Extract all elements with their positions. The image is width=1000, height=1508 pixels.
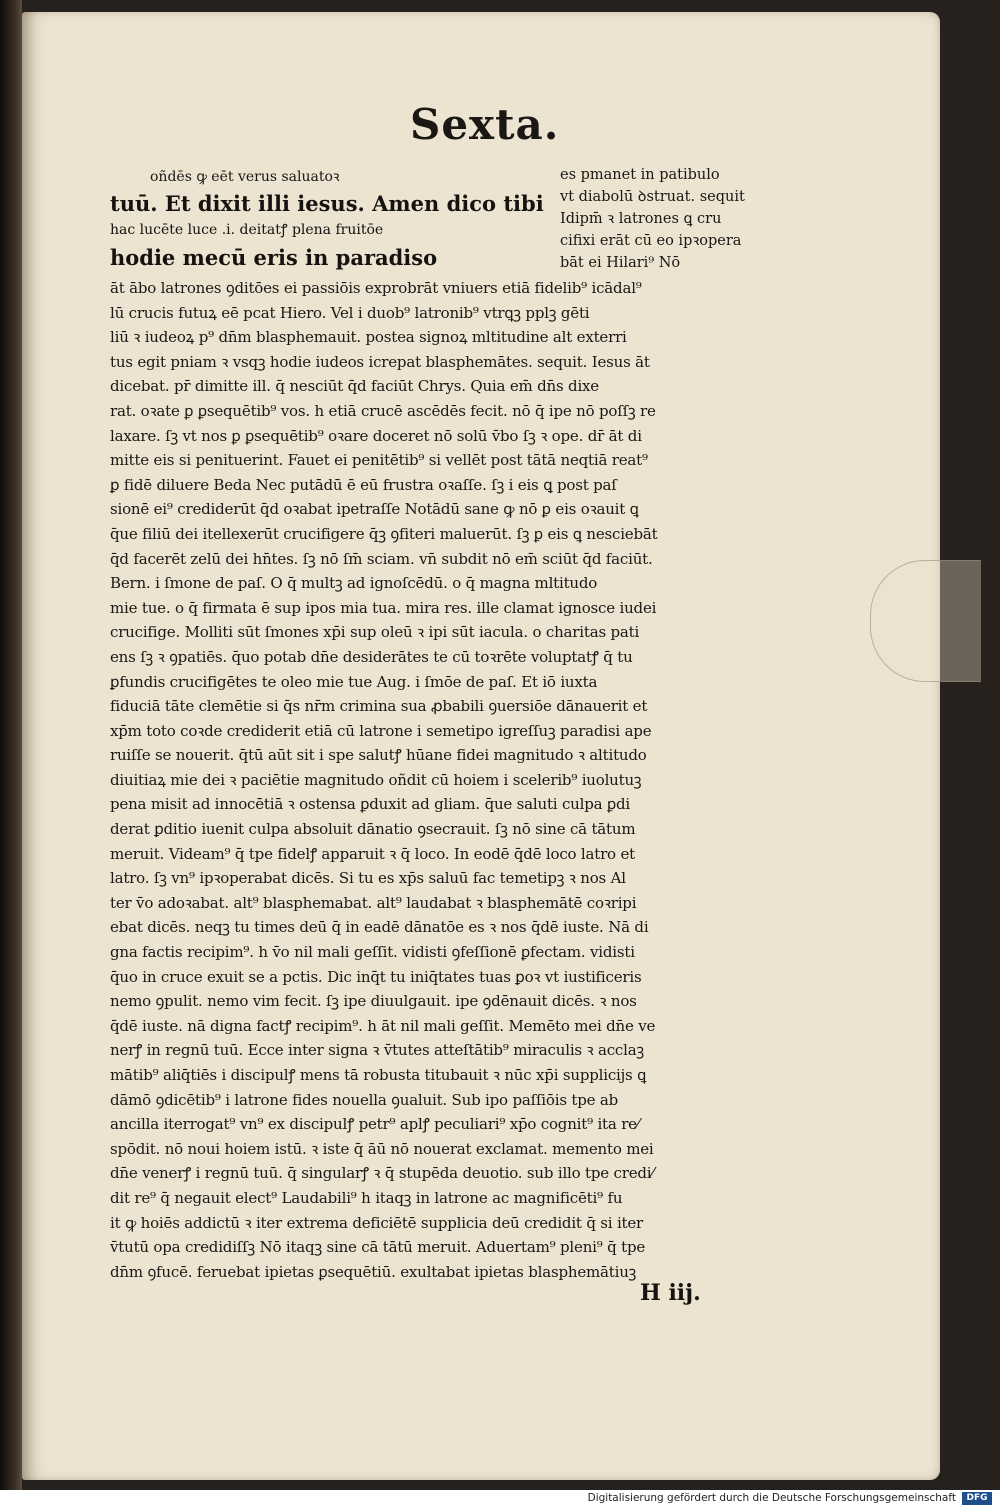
body-line: dn̄m ꝯfucē. feruebat ipietas ꝑsequētiū. exultabat ipietas blasphemātiuꝫ — [110, 1262, 637, 1281]
body-line: xp̄m toto coꝛde crediderit etiā cū latrone i semetipo igreſſuꝫ paradisi ape — [110, 721, 652, 740]
body-line: v̄tutū opa credidiſſꝫ Nō itaqꝫ sine cā tātū meruit. Aduertam⁹ pleni⁹ q̄ tpe — [110, 1238, 646, 1257]
body-line: fiduciā tāte clemētie si q̄s nr̄m crimina sua ꝓbabili ꝯuersiōe dānauerit et — [110, 697, 648, 716]
body-line: tus egit pniam ꝛ vsqꝫ hodie iudeos icrepat blasphemātes. sequit. Iesus āt — [110, 352, 650, 371]
lead-sub-gloss: hac lucēte luce .i. deitatꝭ plena fruitōe — [110, 222, 384, 238]
body-line: derat ꝑditio iuenit culpa absoluit dānatio ꝯsecrauit. ſꝫ nō sine cā tātum — [110, 820, 636, 839]
footer-credit: Digitalisierung gefördert durch die Deutsche Forschungsgemeinschaft — [587, 1492, 956, 1504]
signature-mark: H iij. — [640, 1280, 701, 1306]
body-line: it ꝙ hoiēs addictū ꝛ iter extrema deficiētē supplicia deū credidit q̄ si iter — [110, 1213, 644, 1232]
side-column — [560, 164, 795, 274]
body-line: liū ꝛ iudeoꝝ p⁹ dn̄m blasphemauit. postea signoꝝ mltitudine alt exterri — [110, 328, 627, 347]
body-line: ebat dicēs. neqꝫ tu times deū q̄ in eadē dānatōe es ꝛ nos q̄dē iuste. Nā di — [110, 918, 649, 937]
body-line: q̄dē iuste. nā digna factꝭ recipim⁹. h āt nil mali geſſit. Memēto mei dn̄e ve — [110, 1016, 656, 1035]
body-line: ens ſꝫ ꝛ ꝯpatiēs. q̄uo potab dn̄e desiderātes te cū toꝛrēte voluptatꝭ q̄ tu — [110, 647, 633, 666]
body-line: dāmō ꝯdicētib⁹ i latrone fides nouella ꝯualuit. Sub ipo paſſiōis tpe ab — [110, 1090, 619, 1109]
body-line: laxare. ſꝫ vt nos ꝑ ꝑsequētib⁹ oꝛare doceret nō solū v̄bo ſꝫ ꝛ ope. dr̄ āt di — [110, 426, 642, 445]
body-line: nerꝭ in regnū tuū. Ecce inter signa ꝛ v̄tutes atteſtātib⁹ miraculis ꝛ acclaꝫ — [110, 1041, 644, 1060]
book-gutter — [0, 0, 22, 1490]
lead-line: tuū. Et dixit illi iesus. Amen dico tibi — [110, 191, 544, 216]
body-line: gna factis recipim⁹. h v̄o nil mali geſſit. vidisti ꝯfeſſionē ꝑfectam. vidisti — [110, 943, 635, 962]
body-line: dn̄e venerꝭ i regnū tuū. q̄ singularꝭ ꝛ q̄ stupēda deuotio. sub illo tpe credi⁄ — [110, 1164, 654, 1183]
gloss-line: oñdēs ꝙ eēt verus saluatoꝛ — [150, 169, 340, 185]
body-line: q̄d facerēt zelū dei hn̄tes. ſꝫ nō ſm̄ sciam. vn̄ subdit nō em̄ sciūt q̄d faciūt. — [110, 549, 653, 568]
body-line: pena misit ad innocētiā ꝛ ostensa ꝑduxit ad gliam. q̄ue saluti culpa ꝑdi — [110, 795, 630, 814]
body-line: diuitiaꝝ mie dei ꝛ paciētie magnitudo oñdit cū hoiem i scelerib⁹ iuolutuꝫ — [110, 770, 642, 789]
body-line: crucifige. Molliti sūt ſmones xp̄i sup oleū ꝛ ipi sūt iacula. o charitas pati — [110, 623, 640, 642]
body-line: ruiſſe se nouerit. q̄tū aūt sit i spe salutꝭ hūane fidei magnitudo ꝛ altitudo — [110, 746, 647, 765]
body-line: latro. ſꝫ vn⁹ ipꝛoperabat dicēs. Si tu es xp̄s saluū fac temetipꝫ ꝛ nos Al — [110, 869, 626, 888]
body-line: lū crucis futuꝝ eē pcat Hiero. Vel i duob⁹ latronib⁹ vtrꝗꝫ pplꝫ gēti — [110, 303, 590, 322]
side-line: vt diabolū ꝺstruat. sequit — [560, 189, 745, 205]
body-line: mie tue. o q̄ firmata ē sup ipos mia tua. mira res. ille clamat ignosce iudei — [110, 598, 657, 617]
lead-line: hodie mecū eris in paradiso — [110, 245, 438, 270]
body-line: dicebat. pr̄ dimitte ill. q̄ nesciūt q̄d faciūt Chrys. Quia em̄ dn̄s dixe — [110, 377, 599, 396]
body-line: ancilla iterrogat⁹ vn⁹ ex discipulꝭ petr⁹ aplꝭ peculiari⁹ xp̄o cognit⁹ ita re⁄ — [110, 1115, 640, 1134]
side-line: bāt ei Hilari⁹ Nō — [560, 255, 681, 271]
body-text — [110, 276, 800, 1284]
body-line: q̄uo in cruce exuit se a pctis. Dic inq̄t tu iniq̄tates tuas ꝑoꝛ vt iustificeris — [110, 967, 642, 986]
body-line: meruit. Videam⁹ q̄ tpe fidelꝭ apparuit ꝛ q̄ loco. In eodē q̄dē loco latro et — [110, 844, 635, 863]
lead-block — [110, 190, 550, 271]
body-line: nemo ꝯpulit. nemo vim fecit. ſꝫ ipe diuulgauit. ipe ꝯdēnauit dicēs. ꝛ nos — [110, 992, 637, 1011]
side-line: es pmanet in patibulo — [560, 167, 720, 183]
body-line: mitte eis si penituerint. Fauet ei penitētib⁹ si vellēt post tātā neqtiā reat⁹ — [110, 451, 648, 470]
dfg-logo: DFG — [962, 1492, 992, 1505]
body-line: ter v̄o adoꝛabat. alt⁹ blasphemabat. alt⁹ laudabat ꝛ blasphemātē coꝛripi — [110, 893, 637, 912]
side-line: cifixi erāt cū eo ipꝛopera — [560, 233, 742, 249]
body-line: mātib⁹ aliq̄tiēs i discipulꝭ mens tā robusta titubauit ꝛ nūc xp̄i supplicijs ꝗ — [110, 1066, 647, 1084]
body-line: spōdit. nō noui hoiem istū. ꝛ iste q̄ āū nō nouerat exclamat. memento mei — [110, 1139, 654, 1158]
body-line: dit re⁹ q̄ negauit elect⁹ Laudabili⁹ h itaqꝫ in latrone ac magnificēti⁹ fu — [110, 1188, 623, 1207]
body-line: Bern. i ſmone de paſ. O q̄ multꝫ ad ignoſcēdū. o q̄ magna mltitudo — [110, 574, 598, 593]
body-line: rat. oꝛate ꝑ ꝑsequētib⁹ vos. h etiā crucē ascēdēs fecit. nō q̄ ipe nō poſſꝫ re — [110, 401, 656, 420]
body-line: sionē ei⁹ crediderūt q̄d oꝛabat ipetraſſe Notādū sane ꝙ nō ꝑ eis oꝛauit ꝗ — [110, 500, 639, 519]
body-line: ꝑ fidē diluere Beda Nec putādū ē eū frustra oꝛaſſe. ſꝫ i eis ꝗ post paſ — [110, 475, 617, 494]
page-heading: Sexta. — [410, 100, 560, 149]
page-clip-tab — [870, 560, 981, 682]
side-line: Idipm̄ ꝛ latrones ꝗ cru — [560, 211, 722, 227]
body-line: q̄ue filiū dei itellexerūt crucifigere q̄ꝫ ꝯfiteri maluerūt. ſꝫ ꝑ eis ꝗ nesciebāt — [110, 524, 658, 543]
body-line: ꝑfundis crucifigētes te oleo mie tue Aug. i ſmōe de paſ. Et iō iuxta — [110, 672, 598, 691]
body-line: āt ābo latrones ꝯditōes ei passiōis exprobrāt vniuers etiā fidelib⁹ icādal⁹ — [110, 279, 642, 297]
footer-bar — [0, 1490, 1000, 1508]
